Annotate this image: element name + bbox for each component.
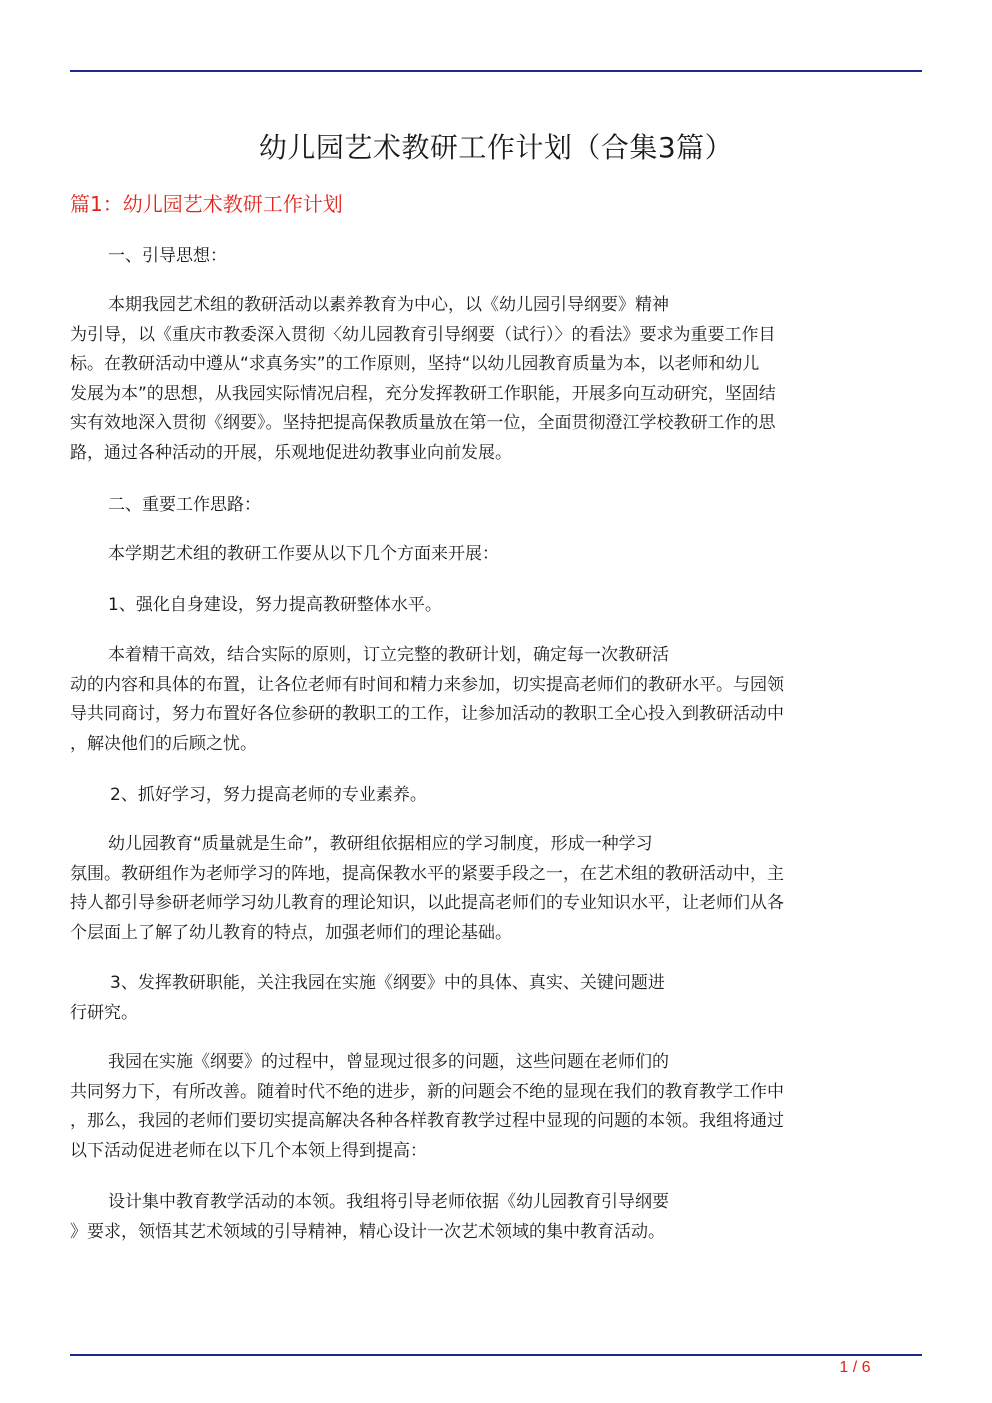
heading-guiding-thought <box>70 242 910 272</box>
list-item-2 <box>70 781 910 811</box>
heading-text: 一、引导思想： <box>108 246 227 266</box>
paragraph-intro <box>70 540 910 570</box>
paragraph-line: 动的内容和具体的布置，让各位老师有时间和精力来参加，切实提高老师们的教研水平。与园领 <box>70 674 784 695</box>
paragraph-line: 实有效地深入贯彻《纲要》。坚持把提高保教质量放在第一位，全面贯彻澄江学校教研工作的思 <box>70 413 776 433</box>
paragraph-guiding-thought <box>70 291 910 468</box>
paragraph-study <box>70 830 910 948</box>
paragraph-line: 氛围。教研组作为老师学习的阵地，提高保教水平的紧要手段之一，在艺术组的教研活动中，主 <box>70 863 784 884</box>
section-title: 篇1：幼儿园艺术教研工作计划 <box>70 192 343 216</box>
heading-main-work-ideas <box>70 491 910 521</box>
paragraph-line: 设计集中教育教学活动的本领。我组将引导老师依据《幼儿园教育引导纲要 <box>108 1192 669 1212</box>
paragraph-line: 本着精干高效，结合实际的原则，订立完整的教研计划，确定每一次教研活 <box>108 645 669 665</box>
paragraph-line: 我园在实施《纲要》的过程中，曾显现过很多的问题，这些问题在老师们的 <box>108 1052 669 1072</box>
paragraph-line: ，那么，我园的老师们要切实提高解决各种各样教育教学过程中显现的问题的本领。我组将通过 <box>70 1111 784 1131</box>
paragraph-line: 标。在教研活动中遵从“求真务实”的工作原则，坚持“以幼儿园教育质量为本，以老师和幼儿 <box>70 354 760 374</box>
document-title: 幼儿园艺术教研工作计划（合集3篇） <box>258 131 734 164</box>
list-item-text: 行研究。 <box>70 1002 138 1023</box>
paragraph-design-activities <box>70 1188 910 1247</box>
paragraph-line: 个层面上了解了幼儿教育的特点，加强老师们的理论基础。 <box>70 922 512 943</box>
paragraph-line: 本期我园艺术组的教研活动以素养教育为中心，以《幼儿园引导纲要》精神 <box>108 295 669 315</box>
paragraph-line: 为引导，以《重庆市教委深入贯彻〈幼儿园教育引导纲要（试行）〉的看法》要求为重要工作目 <box>70 324 776 345</box>
paragraph-line: 共同努力下，有所改善。随着时代不绝的进步，新的问题会不绝的显现在我们的教育教学工作中 <box>70 1081 784 1102</box>
paragraph-line: 路，通过各种活动的开展，乐观地促进幼教事业向前发展。 <box>70 442 512 463</box>
paragraph-line: 幼儿园教育“质量就是生命”，教研组依据相应的学习制度，形成一种学习 <box>108 834 653 854</box>
paragraph-line: ，解决他们的后顾之忧。 <box>70 733 257 754</box>
list-item-3 <box>70 969 910 1028</box>
list-item-1 <box>70 591 910 621</box>
paragraph-line: 》要求，领悟其艺术领域的引导精神，精心设计一次艺术领域的集中教育活动。 <box>70 1221 665 1242</box>
header-rule <box>70 70 922 72</box>
paragraph-line: 以下活动促进老师在以下几个本领上得到提高： <box>70 1140 427 1161</box>
footer-rule <box>70 1354 922 1356</box>
list-item-text: 2、抓好学习，努力提高老师的专业素养。 <box>110 785 427 805</box>
list-item-text: 1、强化自身建设，努力提高教研整体水平。 <box>108 595 442 615</box>
heading-text: 二、重要工作思路： <box>108 495 261 515</box>
page-number: 1 / 6 <box>839 1359 871 1376</box>
paragraph-self-building <box>70 641 910 759</box>
paragraph-line: 持人都引导参研老师学习幼儿教育的理论知识，以此提高老师们的专业知识水平，让老师们从各 <box>70 893 784 913</box>
paragraph-line: 本学期艺术组的教研工作要从以下几个方面来开展： <box>108 544 499 564</box>
paragraph-line: 发展为本”的思想，从我园实际情况启程，充分发挥教研工作职能，开展多向互动研究，坚固结 <box>70 383 776 404</box>
list-item-text: 3、发挥教研职能，关注我园在实施《纲要》中的具体、真实、关键问题进 <box>110 973 665 993</box>
paragraph-problems <box>70 1048 910 1166</box>
paragraph-line: 导共同商讨，努力布置好各位参研的教职工的工作，让参加活动的教职工全心投入到教研活动中 <box>70 704 784 724</box>
